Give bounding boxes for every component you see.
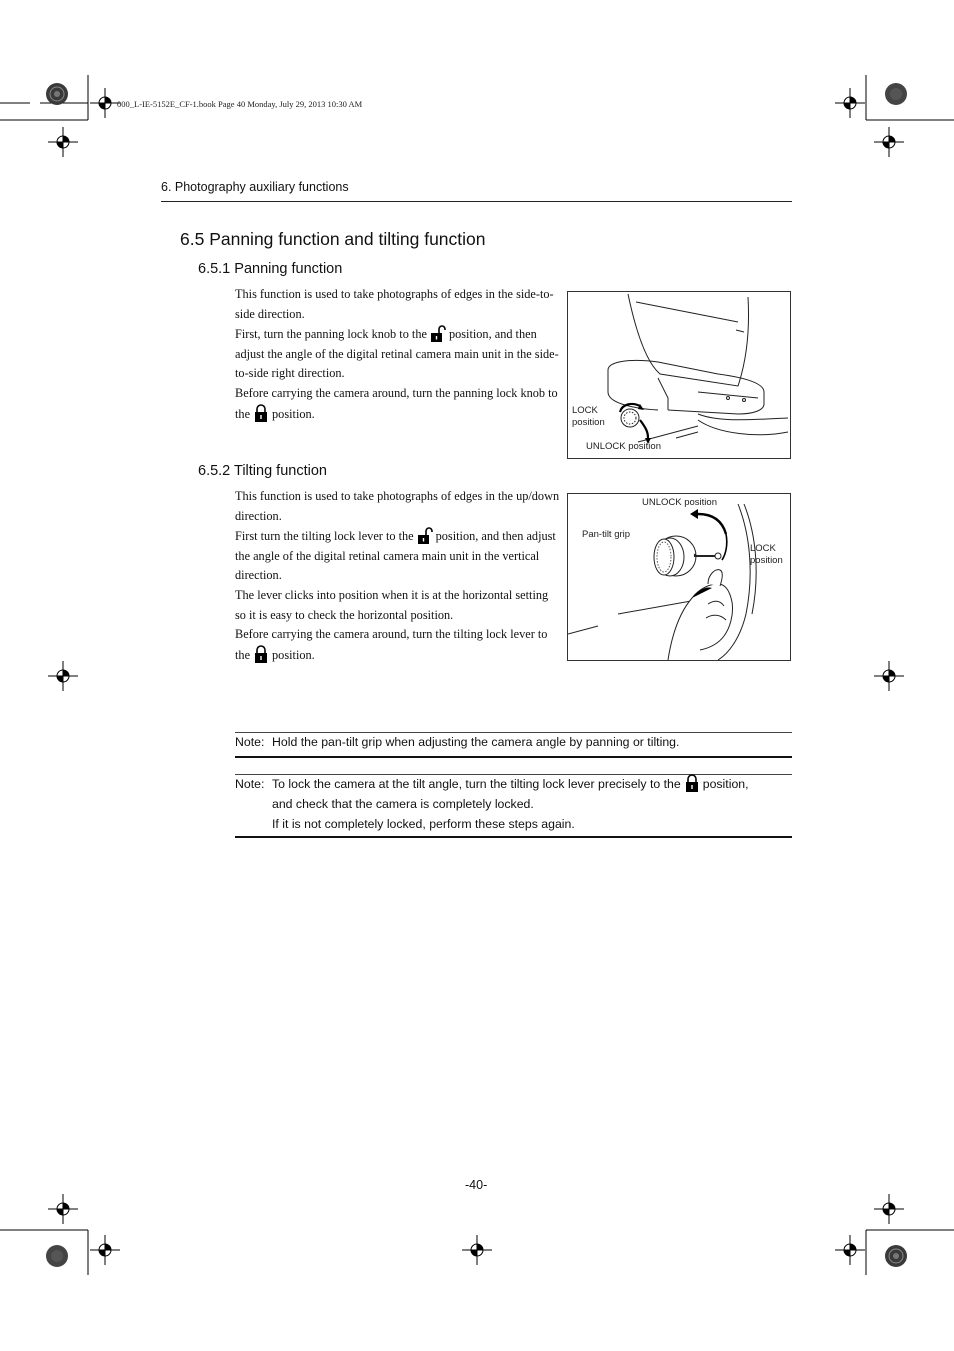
registration-mark-icon [90,1235,120,1265]
header-rule [161,201,792,202]
unlock-padlock-icon [429,324,447,342]
note-2-line-1: To lock the camera at the tilt angle, turn the tilting lock lever precisely to the position, [272,774,792,794]
registration-mark-icon [48,127,78,157]
registration-mark-icon [48,661,78,691]
note-2-line-3: If it is not completely locked, perform these steps again. [272,817,575,831]
note-2-line-2: and check that the camera is completely locked. [272,797,534,811]
tilting-para-3: The lever clicks into position when it is at the horizontal setting so it is easy to check the horizontal position. [235,587,549,622]
panning-lock-label: LOCK position [572,405,605,428]
tilting-para-1: This function is used to take photographs of edges in the up/down direction. [235,489,560,523]
section-title: 6.5 Panning function and tilting function [180,229,486,249]
tilting-unlock-label: UNLOCK position [642,497,717,508]
tilting-figure [567,493,791,661]
tilting-para-4: Before carrying the camera around, turn the tilting lock lever to the position. [235,627,548,662]
running-header: 6. Photography auxiliary functions [161,180,349,194]
note-1-label: Note: [235,735,265,749]
registration-mark-icon [874,1194,904,1224]
registration-mark-icon [874,127,904,157]
panning-para-1: This function is used to take photographs of edges in the side-to-side direction. [235,287,554,321]
registration-mark-icon [874,661,904,691]
unlock-padlock-icon [416,526,434,544]
note-2-bottom-rule [235,836,792,838]
color-target-icon [45,1244,69,1268]
lock-padlock-icon [683,774,701,792]
color-target-icon [45,82,69,106]
color-target-icon [884,1244,908,1268]
page-number: -40- [465,1178,488,1192]
tilting-lock-label: LOCK position [750,543,783,566]
panning-title: 6.5.1 Panning function [198,261,343,277]
note-1 [235,732,792,752]
panning-unlock-label: UNLOCK position [586,441,661,452]
panning-figure [567,291,791,459]
tilting-body [235,487,561,665]
tilting-title: 6.5.2 Tilting function [198,463,327,479]
note-2 [235,774,792,834]
registration-mark-icon [835,1235,865,1265]
lock-padlock-icon [252,645,270,663]
tilting-para-2: First turn the tilting lock lever to the position, and then adjust the angle of the digital retinal camera main unit in the vertical direction. [235,526,561,586]
registration-mark-icon [90,88,120,118]
note-1-bottom-rule [235,756,792,758]
color-target-icon [884,82,908,106]
panning-para-2: First, turn the panning lock knob to the position, and then adjust the angle of the digital retinal camera main unit in the side-to-side right direction. [235,324,561,384]
tilting-illustration [568,494,790,660]
panning-para-3: Before carrying the camera around, turn the panning lock knob to the position. [235,385,558,421]
lock-padlock-icon [252,404,270,422]
registration-mark-icon [462,1235,492,1265]
panning-illustration [568,292,790,458]
registration-mark-icon [835,88,865,118]
panning-body [235,285,561,424]
note-1-text: Hold the pan-tilt grip when adjusting the camera angle by panning or tilting. [272,735,680,749]
print-info: 000_L-IE-5152E_CF-1.book Page 40 Monday, July 29, 2013 10:30 AM [117,99,363,109]
registration-mark-icon [48,1194,78,1224]
note-2-label: Note: [235,777,265,791]
pan-tilt-grip-label: Pan-tilt grip [582,529,631,540]
